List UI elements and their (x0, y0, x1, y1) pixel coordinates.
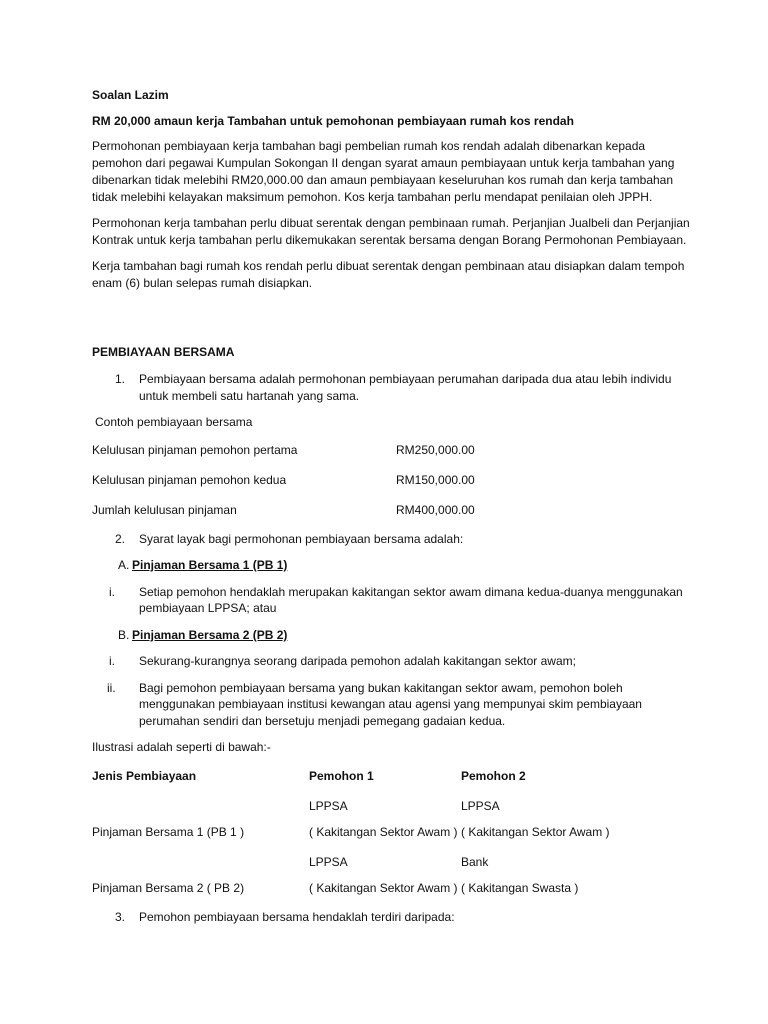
paragraph-3-line-2: enam (6) bulan selepas rumah disiapkan. (92, 276, 313, 290)
item-2-number: 2. (115, 532, 126, 546)
item-1-line-2: untuk membeli satu hartanah yang sama. (139, 389, 360, 403)
table-header-applicant-2: Pemohon 2 (461, 769, 526, 783)
item-3-text: Pemohon pembiayaan bersama hendaklah terdiri daripada: (139, 910, 455, 924)
paragraph-2-line-2: Kontrak untuk kerja tambahan perlu dikemukakan serentak bersama dengan Borang Permohonan Pembiayaan. (92, 233, 687, 247)
sub-a-i-number: i. (109, 585, 115, 599)
example-heading: Contoh pembiayaan bersama (95, 415, 253, 429)
table-cell-applicant-1: ( Kakitangan Sektor Awam ) (309, 825, 458, 839)
paragraph-2-line-1: Permohonan kerja tambahan perlu dibuat serentak dengan pembinaan rumah. Perjanjian Jualbeli dan Perjanjian (92, 216, 690, 230)
table-cell-applicant-2: Bank (461, 855, 489, 869)
example-row-label: Kelulusan pinjaman pemohon kedua (92, 473, 287, 487)
item-2-text: Syarat layak bagi permohonan pembiayaan bersama adalah: (139, 532, 464, 546)
sub-a-i-line-2: pembiayaan LPPSA; atau (139, 601, 277, 615)
sub-a-letter: A. (118, 558, 130, 572)
sub-b-ii-number: ii. (107, 681, 116, 695)
sub-a-i-line-1: Setiap pemohon hendaklah merupakan kakitangan sektor awam dimana kedua-duanya menggunakan (139, 585, 683, 599)
item-3-number: 3. (115, 910, 126, 924)
doc-subtitle: RM 20,000 amaun kerja Tambahan untuk pemohonan pembiayaan rumah kos rendah (92, 114, 574, 128)
table-cell-type: Pinjaman Bersama 1 (PB 1 ) (92, 825, 245, 839)
sub-b-title: Pinjaman Bersama 2 (PB 2) (132, 628, 288, 642)
paragraph-1-line-2: pemohon dari pegawai Kumpulan Sokongan II dengan syarat amaun pembiayaan untuk kerja tambahan yang (92, 156, 675, 170)
table-cell-applicant-1: LPPSA (309, 799, 348, 813)
sub-b-ii-line-3: perumahan sendiri dan bersetuju menjadi pemegang gadaian kedua. (139, 714, 506, 728)
example-row-label: Jumlah kelulusan pinjaman (92, 503, 237, 517)
table-cell-applicant-2: ( Kakitangan Sektor Awam ) (461, 825, 610, 839)
paragraph-1-line-3: dibenarkan tidak melebihi RM20,000.00 dan amaun pembiayaan keseluruhan kos rumah dan kerja tambahan (92, 173, 674, 187)
sub-a-title: Pinjaman Bersama 1 (PB 1) (132, 558, 288, 572)
sub-b-ii-line-1: Bagi pemohon pembiayaan bersama yang bukan kakitangan sektor awam, pemohon boleh (139, 681, 623, 695)
example-row-value: RM400,000.00 (396, 503, 475, 517)
sub-b-letter: B. (118, 628, 130, 642)
sub-b-i-text: Sekurang-kurangnya seorang daripada pemohon adalah kakitangan sektor awam; (139, 654, 576, 668)
sub-b-i-number: i. (109, 654, 115, 668)
example-row-value: RM250,000.00 (396, 443, 475, 457)
paragraph-3-line-1: Kerja tambahan bagi rumah kos rendah perlu dibuat serentak dengan pembinaan atau disiapkan dalam tempoh (92, 259, 685, 273)
section-heading: PEMBIAYAAN BERSAMA (92, 345, 235, 359)
table-cell-applicant-1: ( Kakitangan Sektor Awam ) (309, 881, 458, 895)
sub-b-ii-line-2: menggunakan pembiayaan institusi kewangan atau agensi yang mempunyai skim pembiayaan (139, 697, 642, 711)
item-1-number: 1. (115, 372, 126, 386)
table-cell-applicant-2: LPPSA (461, 799, 500, 813)
doc-title: Soalan Lazim (92, 88, 169, 102)
table-header-type: Jenis Pembiayaan (92, 769, 197, 783)
paragraph-1-line-1: Permohonan pembiayaan kerja tambahan bagi pembelian rumah kos rendah adalah dibenarkan kepada (92, 139, 646, 153)
table-cell-applicant-2: ( Kakitangan Swasta ) (461, 881, 579, 895)
item-1-line-1: Pembiayaan bersama adalah permohonan pembiayaan perumahan daripada dua atau lebih individu (139, 372, 672, 386)
table-cell-type: Pinjaman Bersama 2 ( PB 2) (92, 881, 245, 895)
paragraph-1-line-4: tidak melebihi kelayakan maksimum pemohon. Kos kerja tambahan perlu mendapat penilaian oleh JPPH. (92, 190, 653, 204)
illustration-intro: Ilustrasi adalah seperti di bawah:- (92, 740, 271, 754)
example-row-value: RM150,000.00 (396, 473, 475, 487)
table-cell-applicant-1: LPPSA (309, 855, 348, 869)
example-row-label: Kelulusan pinjaman pemohon pertama (92, 443, 298, 457)
table-header-applicant-1: Pemohon 1 (309, 769, 374, 783)
